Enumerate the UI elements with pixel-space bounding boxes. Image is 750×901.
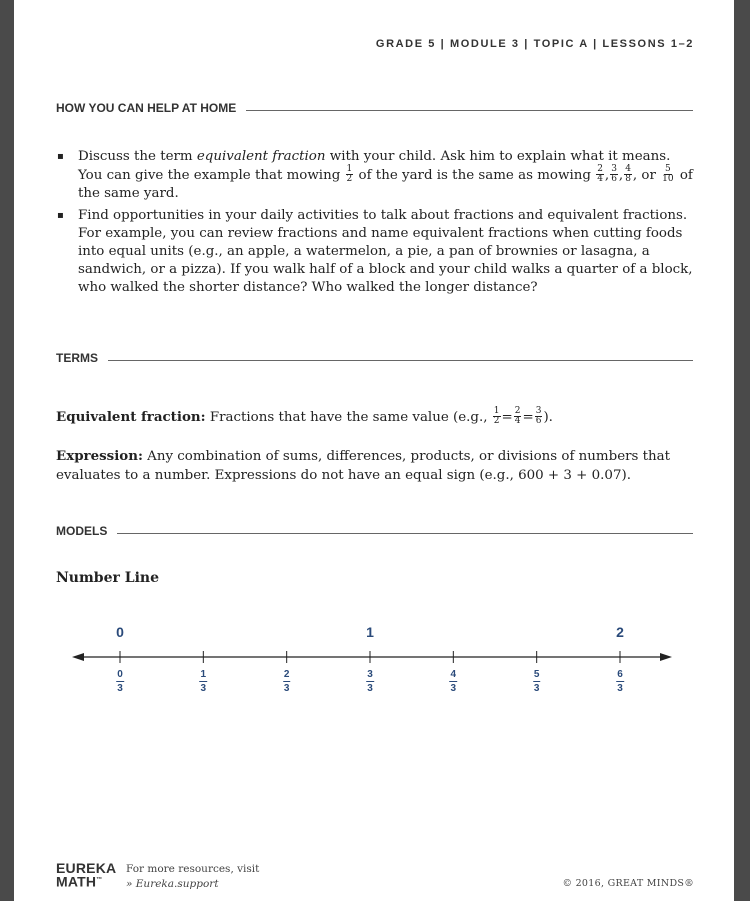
tick-label-fraction: $\frac{1}{3}$ bbox=[200, 669, 207, 694]
tick-label-fraction: $\frac{5}{3}$ bbox=[533, 669, 540, 694]
fraction-two-fourths: $\frac{2}{4}$ bbox=[597, 164, 603, 185]
footer-resources-text: For more resources, visit bbox=[126, 863, 260, 875]
document-page bbox=[14, 0, 734, 901]
section-heading-models-text: MODELS bbox=[56, 524, 108, 538]
section-heading-help bbox=[56, 101, 693, 115]
section-heading-models bbox=[56, 524, 693, 538]
whole-number-label: 2 bbox=[616, 624, 624, 640]
tick-label-fraction: $\frac{6}{3}$ bbox=[617, 669, 623, 694]
right-arrow-icon bbox=[660, 653, 672, 661]
term-label: Equivalent fraction: bbox=[56, 409, 206, 425]
section-rule bbox=[246, 110, 693, 111]
section-heading-terms bbox=[56, 351, 693, 365]
section-rule bbox=[117, 533, 693, 534]
section-heading-terms-text: TERMS bbox=[56, 351, 98, 365]
help-bullet-list bbox=[56, 148, 696, 298]
footer-resources bbox=[126, 862, 259, 892]
number-line-title: Number Line bbox=[56, 570, 159, 586]
fraction-three-sixths: $\frac{3}{6}$ bbox=[611, 164, 617, 185]
example-fraction-1: $\frac{1}{2}$ bbox=[493, 406, 500, 426]
tick-label-fraction: $\frac{0}{3}$ bbox=[117, 669, 123, 694]
term-equivalent-fraction: equivalent fraction bbox=[196, 149, 326, 164]
eureka-math-logo: EUREKA MATH™ bbox=[56, 860, 117, 890]
fraction-five-tenths: $\frac{5}{10}$ bbox=[662, 164, 674, 185]
copyright: © 2016, GREAT MINDS® bbox=[562, 878, 694, 889]
number-line bbox=[14, 640, 734, 670]
help-bullet-2: ▪ Find opportunities in your daily activities to talk about fractions and equivalent fractions. For example, you can review fractions and name equivalent fractions when cutting foods into equal units (e.g., an apple, a watermelon, a pie, a pan of brownies or lasagna, a sandwich, or a pizza). If you walk half of a block and your child walks a quarter of a block, who walked the shorter distance? Who walked the longer distance? bbox=[57, 207, 693, 296]
section-heading-help-text: HOW YOU CAN HELP AT HOME bbox=[56, 101, 237, 115]
fraction-four-eighths: $\frac{4}{8}$ bbox=[625, 164, 631, 185]
example-fraction-2: $\frac{2}{4}$ bbox=[514, 406, 521, 426]
bullet-marker: ▪ bbox=[57, 209, 64, 221]
help-bullet-1: ▪ Discuss the term equivalent fraction with your child. Ask him to explain what it means. You can give the example that mowing $\frac{1}{2}$ of the yard is the same as mowing $\frac{2}{4}$ , $\frac{3}{6}$ , $\frac{4}{8}$ , or $\frac{5}{10}$ of the same yard. bbox=[57, 149, 693, 202]
term-expression-definition: Expression: Any combination of sums, differences, products, or divisions of numbers that evaluates to a number. Expressions do not have an equal sign (e.g., 600 + 3 + 0.07). bbox=[56, 448, 671, 483]
tick-label-fraction: $\frac{4}{3}$ bbox=[450, 669, 457, 694]
section-rule bbox=[108, 360, 693, 361]
tick-label-fraction: $\frac{3}{3}$ bbox=[367, 669, 373, 694]
fraction-one-half: $\frac{1}{2}$ bbox=[346, 164, 353, 185]
left-arrow-icon bbox=[72, 653, 84, 661]
term-equivalent-fraction-definition: Equivalent fraction: Fractions that have the same value (e.g., $\frac{1}{2}$ = $\frac{2}{4}$ = $\frac{3}{6}$ ). bbox=[56, 406, 553, 426]
whole-number-label: 1 bbox=[366, 624, 374, 640]
page-header: GRADE 5 | MODULE 3 | TOPIC A | LESSONS 1–2 bbox=[375, 38, 694, 50]
eureka-support-link[interactable]: » Eureka.support bbox=[126, 878, 219, 890]
whole-number-label: 0 bbox=[116, 624, 124, 640]
term-label: Expression: bbox=[56, 448, 143, 464]
example-fraction-3: $\frac{3}{6}$ bbox=[535, 406, 542, 426]
tick-label-fraction: $\frac{2}{3}$ bbox=[283, 669, 290, 694]
bullet-marker: ▪ bbox=[57, 151, 64, 162]
